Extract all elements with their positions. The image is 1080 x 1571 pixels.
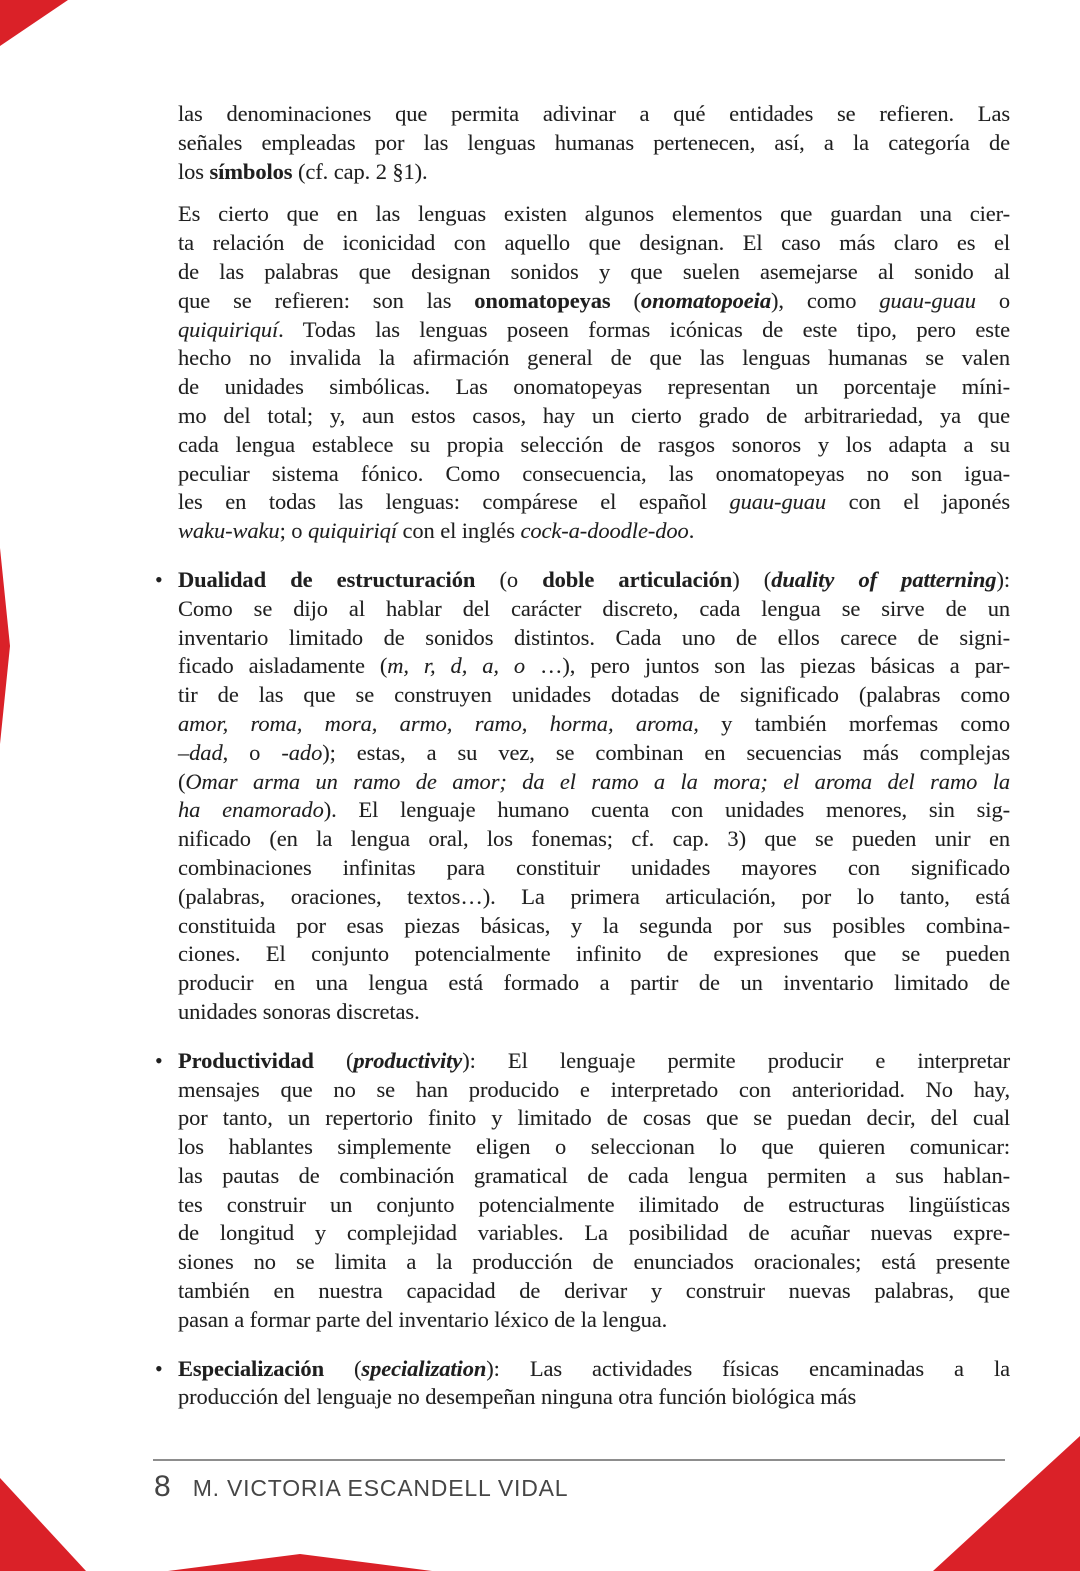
text-segment: m, r, d, a, o bbox=[387, 653, 526, 679]
text-segment: peculiar sistema fónico. Como consecuencia, las onomatopeyas no son igua- bbox=[178, 460, 1010, 486]
text-line bbox=[178, 624, 1010, 653]
text-segment: combinaciones infinitas para constituir unidades mayores con significado bbox=[178, 854, 1010, 880]
text-segment: ): El lenguaje permite producir e interpretar bbox=[462, 1047, 1011, 1073]
text-line bbox=[178, 1047, 1010, 1076]
text-segment: con el japonés bbox=[826, 489, 1010, 515]
text-segment: tes construir un conjunto potencialmente ilimitado de estructuras lingüísticas bbox=[178, 1191, 1010, 1217]
text-segment: Omar arma un ramo de amor; da el ramo a la mora; el aroma del ramo la bbox=[185, 768, 1010, 794]
text-line bbox=[178, 652, 1010, 681]
text-line bbox=[178, 287, 1010, 316]
text-segment: siones no se limita a la producción de enunciados oracionales; está presente bbox=[178, 1249, 1010, 1275]
text-segment: o bbox=[975, 287, 1011, 313]
text-line bbox=[178, 912, 1010, 941]
text-line bbox=[178, 229, 1010, 258]
text-segment: por tanto, un repertorio finito y limitado de cosas que se puedan decir, del cual bbox=[178, 1105, 1010, 1131]
text-segment: ha enamorado bbox=[178, 797, 324, 823]
text-line bbox=[178, 1076, 1010, 1105]
text-segment: , o - bbox=[222, 739, 289, 765]
text-line bbox=[178, 796, 1010, 825]
text-line bbox=[178, 681, 1010, 710]
text-segment: Como se dijo al hablar del carácter discreto, cada lengua se sirve de un bbox=[178, 595, 1010, 621]
text-segment: productivity bbox=[353, 1047, 463, 1073]
text-segment: ( bbox=[313, 1047, 354, 1073]
text-line bbox=[178, 768, 1010, 797]
text-segment: nificado (en la lengua oral, los fonemas; cf. cap. 3) que se pueden unir en bbox=[178, 826, 1010, 852]
text-line bbox=[178, 998, 1010, 1027]
page-footer bbox=[154, 1470, 568, 1504]
running-title: M. VICTORIA ESCANDELL VIDAL bbox=[192, 1475, 569, 1501]
text-line bbox=[178, 200, 1010, 229]
text-segment: ). El lenguaje humano cuenta con unidades menores, sin sig- bbox=[323, 797, 1010, 823]
text-segment: símbolos bbox=[209, 158, 293, 184]
text-line bbox=[178, 969, 1010, 998]
bullet-item bbox=[155, 1355, 1010, 1413]
text-segment: mensajes que no se han producido e interpretado con anterioridad. No hay, bbox=[178, 1076, 1010, 1102]
text-segment: specialization bbox=[361, 1355, 487, 1381]
page-number: 8 bbox=[154, 1470, 171, 1503]
bullet-marker-icon: • bbox=[155, 566, 163, 592]
text-line bbox=[178, 1248, 1010, 1277]
text-segment: (cf. cap. 2 §1). bbox=[292, 158, 428, 184]
paragraph bbox=[178, 100, 1010, 186]
text-segment: los hablantes simplemente eligen o seleccionan lo que quieren comunicar: bbox=[178, 1134, 1010, 1160]
red-page-edge-top-left bbox=[0, 0, 68, 46]
text-line bbox=[178, 517, 1010, 546]
text-line bbox=[178, 402, 1010, 431]
text-segment: ; o bbox=[279, 518, 308, 544]
text-line bbox=[178, 1219, 1010, 1248]
red-page-edge-bottom-right bbox=[933, 1436, 1080, 1571]
text-line bbox=[178, 940, 1010, 969]
text-line bbox=[178, 1191, 1010, 1220]
footer-rule bbox=[153, 1459, 1005, 1461]
text-line bbox=[178, 100, 1010, 129]
text-segment: – bbox=[178, 739, 190, 765]
text-line bbox=[178, 1162, 1010, 1191]
text-line bbox=[178, 158, 1010, 187]
text-segment: Especialización bbox=[178, 1355, 324, 1381]
text-line bbox=[178, 129, 1010, 158]
text-line bbox=[178, 258, 1010, 287]
text-segment: onomatopoeia bbox=[640, 287, 771, 313]
text-segment: inventario limitado de sonidos distintos. Cada uno de ellos carece de signi- bbox=[178, 624, 1010, 650]
text-line bbox=[178, 739, 1010, 768]
text-line bbox=[178, 566, 1010, 595]
text-segment: ) ( bbox=[732, 566, 772, 592]
text-segment: ): Las actividades físicas encaminadas a la bbox=[486, 1355, 1010, 1381]
text-segment: hecho no invalida la afirmación general de que las lenguas humanas se valen bbox=[178, 345, 1010, 371]
text-segment: producir en una lengua está formado a partir de un inventario limitado de bbox=[178, 970, 1010, 996]
text-segment: ciones. El conjunto potencialmente infinito de expresiones que se pueden bbox=[178, 941, 1010, 967]
text-segment: ( bbox=[178, 768, 186, 794]
red-page-edge-left bbox=[0, 548, 10, 744]
text-line bbox=[178, 460, 1010, 489]
text-segment: tir de las que se construyen unidades dotadas de significado (palabras como bbox=[178, 682, 1010, 708]
text-segment: de las palabras que designan sonidos y que suelen asemejarse al sonido al bbox=[178, 258, 1010, 284]
text-line bbox=[178, 854, 1010, 883]
text-line bbox=[178, 1104, 1010, 1133]
text-segment: también en nuestra capacidad de derivar y construir nuevas palabras, que bbox=[178, 1278, 1010, 1304]
text-segment: guau-guau bbox=[879, 287, 976, 313]
text-segment: Es cierto que en las lenguas existen algunos elementos que guardan una cier- bbox=[178, 201, 1010, 227]
text-line bbox=[178, 1355, 1010, 1384]
text-segment: mo del total; y, aun estos casos, hay un cierto grado de arbitrariedad, ya que bbox=[178, 402, 1010, 428]
text-segment: con el inglés bbox=[396, 518, 521, 544]
text-segment: dad bbox=[189, 739, 223, 765]
text-segment: (palabras, oraciones, textos…). La primera articulación, por lo tanto, está bbox=[178, 883, 1010, 909]
paragraph bbox=[178, 200, 1010, 546]
bullet-marker-icon: • bbox=[155, 1047, 163, 1073]
text-segment: ), como bbox=[770, 287, 880, 313]
text-line bbox=[178, 344, 1010, 373]
text-segment: quiquiriquí bbox=[178, 316, 279, 342]
text-segment: cock-a-doodle-doo bbox=[520, 518, 689, 544]
page-text bbox=[155, 100, 1011, 1412]
text-line bbox=[178, 595, 1010, 624]
text-segment: …), pero juntos son las piezas básicas a par- bbox=[525, 653, 1010, 679]
text-line bbox=[178, 1277, 1010, 1306]
text-segment: de unidades simbólicas. Las onomatopeyas representan un porcentaje míni- bbox=[178, 374, 1010, 400]
red-page-edge-bottom-left bbox=[0, 1478, 86, 1571]
text-segment: que se refieren: son las bbox=[178, 287, 475, 313]
text-segment: las pautas de combinación gramatical de cada lengua permiten a sus hablan- bbox=[178, 1162, 1010, 1188]
text-segment: les en todas las lenguas: compárese el español bbox=[178, 489, 730, 515]
red-page-edge-bottom bbox=[168, 1554, 432, 1571]
text-segment: unidades sonoras discretas. bbox=[178, 998, 420, 1024]
text-segment: cada lengua establece su propia selección de rasgos sonoros y los adapta a su bbox=[178, 431, 1010, 457]
text-segment: los bbox=[178, 158, 210, 184]
bullet-item bbox=[155, 566, 1010, 1027]
text-segment: de longitud y complejidad variables. La posibilidad de acuñar nuevas expre- bbox=[178, 1220, 1010, 1246]
text-line bbox=[178, 316, 1010, 345]
bullet-marker-icon: • bbox=[155, 1355, 163, 1381]
text-segment: . Todas las lenguas poseen formas icónicas de este tipo, pero este bbox=[278, 316, 1010, 342]
text-segment: doble articulación bbox=[542, 566, 733, 592]
text-line bbox=[178, 883, 1010, 912]
text-segment: las denominaciones que permita adivinar a qué entidades se refieren. Las bbox=[178, 101, 1010, 126]
text-line bbox=[178, 488, 1010, 517]
text-segment: duality of patterning bbox=[771, 566, 997, 592]
text-segment: y también morfemas como bbox=[698, 710, 1010, 736]
text-segment: constituida por esas piezas básicas, y la segunda por sus posibles combina- bbox=[178, 912, 1010, 938]
text-segment: producción del lenguaje no desempeñan ninguna otra función biológica más bbox=[178, 1384, 857, 1410]
text-segment: Dualidad de estructuración bbox=[178, 566, 476, 592]
text-line bbox=[178, 1133, 1010, 1162]
bullet-item bbox=[155, 1047, 1011, 1335]
text-line bbox=[178, 373, 1010, 402]
text-line bbox=[178, 431, 1010, 460]
text-segment: quiquiriqí bbox=[307, 518, 397, 544]
text-line bbox=[178, 1306, 1010, 1335]
text-segment: ado bbox=[288, 739, 323, 765]
text-segment: . bbox=[688, 518, 695, 544]
text-segment: ( bbox=[610, 287, 641, 313]
text-segment: amor, roma, mora, armo, ramo, horma, aroma, bbox=[178, 710, 699, 736]
text-segment: waku-waku bbox=[178, 518, 280, 544]
text-segment: ): bbox=[996, 566, 1010, 592]
text-segment: ( bbox=[324, 1355, 362, 1381]
text-segment: ); estas, a su vez, se combinan en secuencias más complejas bbox=[322, 739, 1010, 765]
text-line bbox=[178, 710, 1010, 739]
text-line bbox=[178, 1383, 1010, 1412]
text-segment: señales empleadas por las lenguas humanas pertenecen, así, a la categoría de bbox=[178, 129, 1010, 155]
text-segment: Productividad bbox=[178, 1047, 314, 1073]
text-segment: (o bbox=[475, 566, 543, 592]
text-segment: pasan a formar parte del inventario léxico de la lengua. bbox=[178, 1306, 668, 1332]
text-segment: onomatopeyas bbox=[474, 287, 611, 313]
text-segment: ta relación de iconicidad con aquello que designan. El caso más claro es el bbox=[178, 230, 1010, 256]
text-segment: guau-guau bbox=[729, 489, 827, 515]
text-line bbox=[178, 825, 1010, 854]
text-segment: ficado aisladamente ( bbox=[178, 653, 388, 679]
